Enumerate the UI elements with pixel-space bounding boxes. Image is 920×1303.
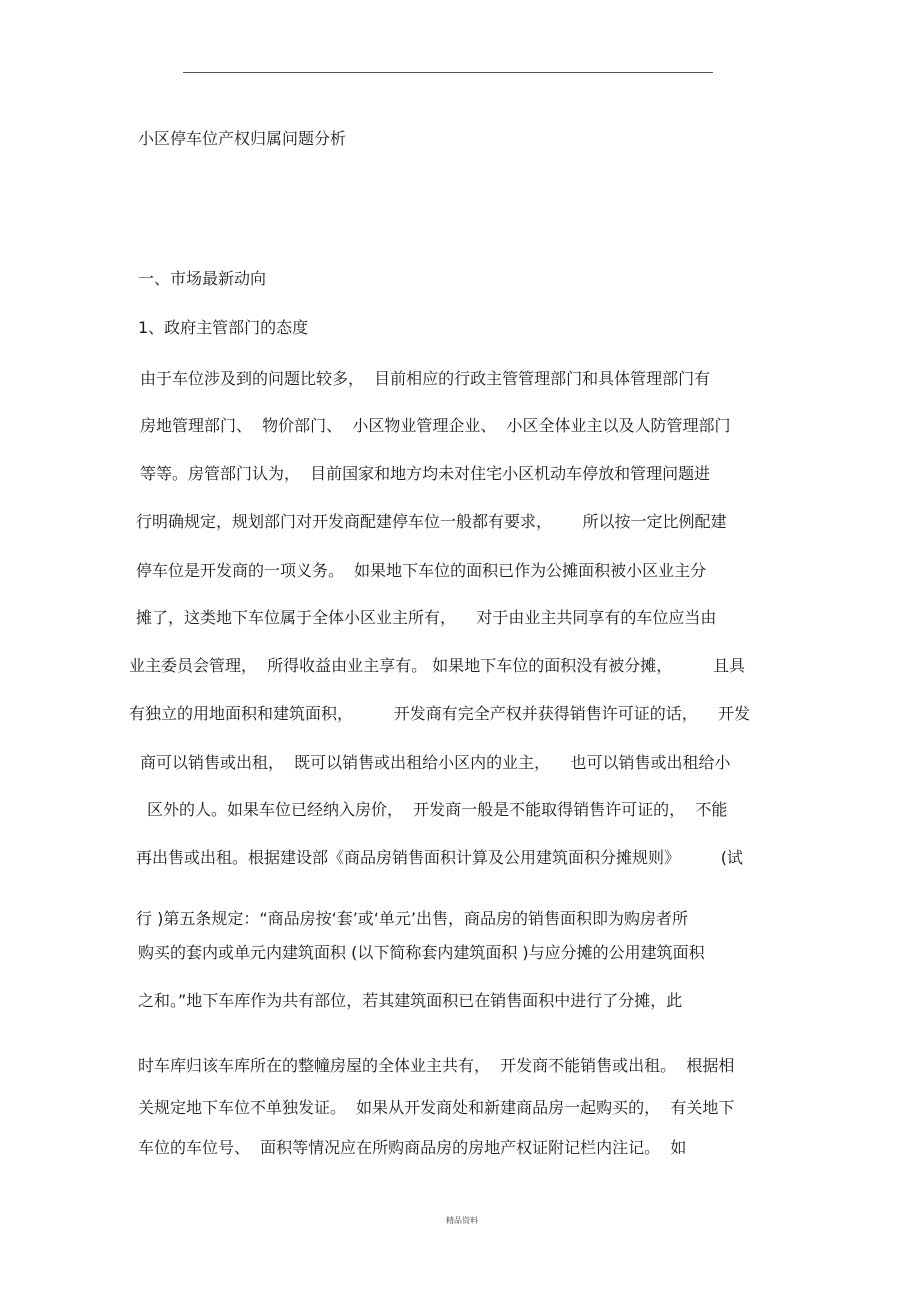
document-title: 小区停车位产权归属问题分析 [138, 129, 347, 148]
body-line: 房地管理部门、 物价部门、 小区物业管理企业、 小区全体业主以及人防管理部门 [140, 416, 731, 435]
body-line: 之和。”地下车库作为共有部位，若其建筑面积已在销售面积中进行了分摊，此 [138, 991, 683, 1010]
footer-label: 精品资料 [446, 1216, 478, 1225]
body-line: 车位的车位号、 面积等情况应在所购商品房的房地产权证附记栏内注记。 如 [138, 1138, 687, 1157]
body-line: 业主委员会管理， 所得收益由业主享有。 如果地下车位的面积没有被分摊， 且具 [129, 656, 745, 675]
body-line: 商可以销售或出租， 既可以销售或出租给小区内的业主， 也可以销售或出租给小 [140, 753, 731, 772]
body-line: 等等。房管部门认为， 目前国家和地方均未对住宅小区机动车停放和管理问题进 [140, 464, 711, 483]
body-line: 行 )第五条规定：“商品房按‘套’或‘单元’出售，商品房的销售面积即为购房者所 [136, 909, 688, 928]
body-line: 区外的人。如果车位已经纳入房价， 开发商一般是不能取得销售许可证的， 不能 [147, 800, 728, 819]
section-heading: 一、市场最新动向 [138, 269, 267, 288]
body-line: 摊了，这类地下车位属于全体小区业主所有， 对于由业主共同享有的车位应当由 [136, 608, 717, 627]
body-line: 时车库归该车库所在的整幢房屋的全体业主共有， 开发商不能销售或出租。 根据相 [138, 1056, 735, 1075]
body-line: 停车位是开发商的一项义务。 如果地下车位的面积已作为公摊面积被小区业主分 [136, 561, 707, 580]
body-line: 关规定地下车位不单独发证。 如果从开发商处和新建商品房一起购买的， 有关地下 [138, 1098, 735, 1117]
subsection-heading: 1、政府主管部门的态度 [138, 318, 309, 337]
body-line: 再出售或出租。根据建设部《商品房销售面积计算及公用建筑面积分摊规则》 (试 [136, 848, 743, 867]
header-rule [183, 72, 713, 73]
body-line: 由于车位涉及到的问题比较多， 目前相应的行政主管管理部门和具体管理部门有 [140, 369, 711, 388]
body-line: 行明确规定，规划部门对开发商配建停车位一般都有要求， 所以按一定比例配建 [136, 512, 727, 531]
body-line: 有独立的用地面积和建筑面积， 开发商有完全产权并获得销售许可证的话， 开发 [129, 704, 751, 723]
body-line: 购买的套内或单元内建筑面积 (以下简称套内建筑面积 )与应分摊的公用建筑面积 [138, 943, 705, 962]
